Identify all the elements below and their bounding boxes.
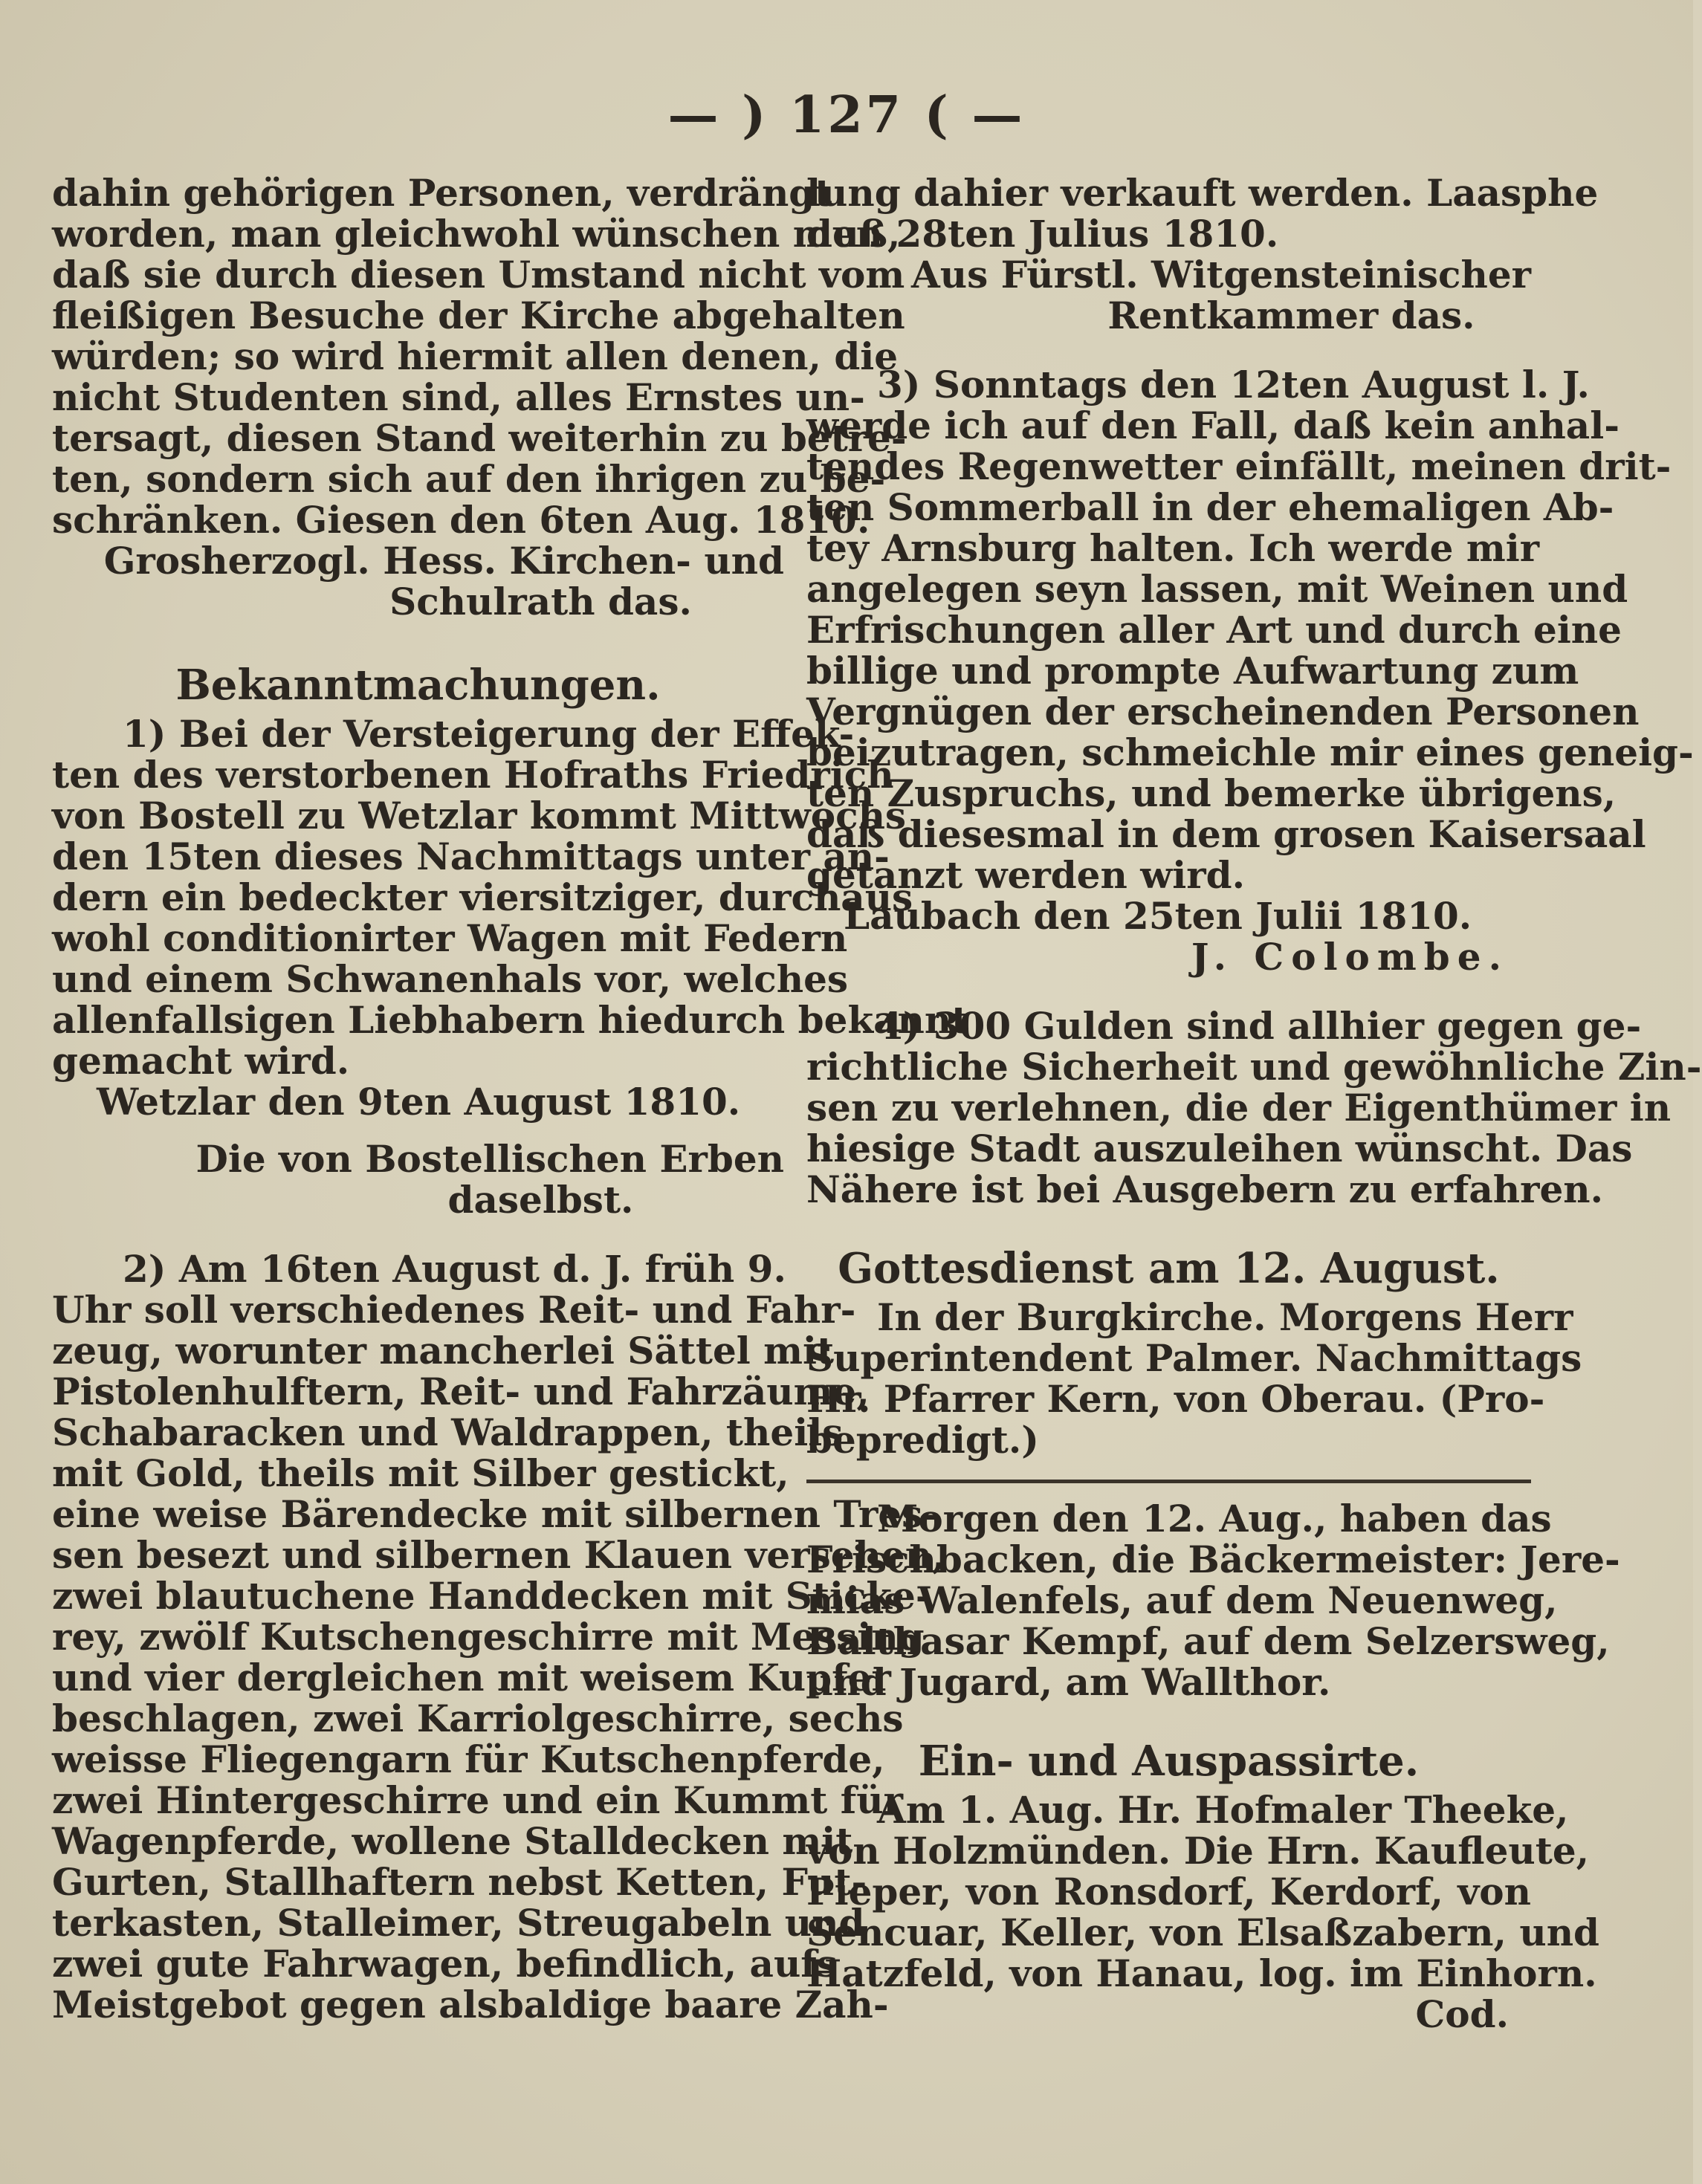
catchword: Cod. [1415, 1992, 1509, 2036]
text-line: Frischbacken, die Bäckermeister: Jere- [806, 1537, 1620, 1581]
paragraph-church-notice [52, 171, 907, 623]
text-line: ten Sommerball in der ehemaligen Ab- [806, 485, 1614, 529]
text-line: werde ich auf den Fall, daß kein anhal- [806, 404, 1620, 447]
signature-line: Die von Bostellischen Erben [195, 1137, 784, 1181]
paragraph-sale-continued [806, 171, 1599, 337]
signature-line: Aus Fürstl. Witgensteinischer [910, 253, 1531, 297]
page-number-header: — ) 127 ( — [667, 85, 1026, 145]
text-line: hiesige Stadt auszuleihen wünscht. Das [806, 1127, 1633, 1170]
signature-line: daselbst. [447, 1178, 634, 1222]
text-line: beizutragen, schmeichle mir eines geneig- [806, 730, 1694, 774]
date-line: Laubach den 25ten Julii 1810. [844, 894, 1472, 938]
text-line: Nähere ist bei Ausgebern zu erfahren. [806, 1167, 1604, 1211]
text-line: Pieper, von Ronsdorf, Kerdorf, von [806, 1870, 1531, 1914]
text-line: bepredigt.) [806, 1418, 1039, 1462]
text-line: zeug, worunter mancherlei Sättel mit [52, 1329, 835, 1373]
text-line: eine weise Bärendecke mit silbernen Tres- [52, 1492, 939, 1536]
text-line: Gurten, Stallhaftern nebst Ketten, Fut- [52, 1860, 867, 1904]
text-line: Wagenpferde, wollene Stalldecken mit [52, 1819, 853, 1863]
text-line: Balthasar Kempf, auf dem Selzersweg, [806, 1619, 1610, 1663]
signature-line: Grosherzogl. Hess. Kirchen- und [103, 539, 784, 583]
text-line: Hatzfeld, von Hanau, log. im Einhorn. [806, 1951, 1597, 1995]
text-line: rey, zwölf Kutschengeschirre mit Messing [52, 1615, 925, 1659]
section-heading-arrivals: Ein- und Auspassirte. [918, 1737, 1420, 1786]
divider-rule [806, 1480, 1531, 1483]
text-line: zwei gute Fahrwagen, befindlich, aufs [52, 1942, 838, 1986]
text-line: Morgen den 12. Aug., haben das [877, 1497, 1552, 1540]
text-line: von Bostell zu Wetzlar kommt Mittwochs [52, 794, 907, 837]
text-line: mias Walenfels, auf dem Neuenweg, [806, 1578, 1558, 1622]
text-line: nicht Studenten sind, alles Ernstes un- [52, 375, 865, 419]
text-line: Pistolenhulftern, Reit- und Fahrzäume, [52, 1370, 870, 1413]
text-line: Superintendent Palmer. Nachmittags [806, 1336, 1582, 1380]
text-line: Uhr soll verschiedenes Reit- und Fahr- [52, 1288, 856, 1332]
text-line: tendes Regenwetter einfällt, meinen drit- [806, 444, 1672, 488]
text-line: angelegen seyn lassen, mit Weinen und [806, 567, 1628, 611]
text-line: Meistgebot gegen alsbaldige baare Zah- [52, 1983, 889, 2026]
text-line: schränken. Giesen den 6ten Aug. 1810. [52, 498, 870, 542]
text-line: 4) 300 Gulden sind allhier gegen ge- [877, 1004, 1642, 1048]
text-line: sen zu verlehnen, die der Eigenthümer in [806, 1086, 1672, 1130]
text-line: den 28ten Julius 1810. [806, 212, 1279, 256]
text-line: daß sie durch diesen Umstand nicht vom [52, 253, 905, 297]
signature-line: Rentkammer das. [1107, 294, 1475, 337]
text-line: Vergnügen der erscheinenden Personen [806, 690, 1640, 733]
text-line: 2) Am 16ten August d. J. früh 9. [123, 1247, 786, 1291]
signature-line: Schulrath das. [389, 580, 692, 623]
text-line: richtliche Sicherheit und gewöhnliche Zin- [806, 1045, 1702, 1089]
paragraph-summer-ball [806, 363, 1694, 979]
paragraph-loan-offer [806, 1004, 1702, 1211]
text-line: fleißigen Besuche der Kirche abgehalten [52, 294, 905, 337]
paragraph-arrivals [806, 1788, 1600, 2036]
text-line: mit Gold, theils mit Silber gestickt, [52, 1451, 789, 1495]
text-line: daß diesesmal in dem grosen Kaisersaal [806, 812, 1646, 856]
text-line: den 15ten dieses Nachmittags unter an- [52, 835, 890, 878]
text-line: tey Arnsburg halten. Ich werde mir [806, 526, 1540, 570]
text-line: lung dahier verkauft werden. Laasphe [806, 171, 1599, 215]
text-line: gemacht wird. [52, 1039, 350, 1083]
text-line: Hr. Pfarrer Kern, von Oberau. (Pro- [806, 1377, 1545, 1421]
paragraph-bakers [806, 1497, 1620, 1704]
text-line: tersagt, diesen Stand weiterhin zu betre- [52, 416, 907, 460]
text-line: und vier dergleichen mit weisem Kupfer [52, 1656, 891, 1699]
date-line: Wetzlar den 9ten August 1810. [97, 1080, 741, 1124]
text-line: Sencuar, Keller, von Elsaßzabern, und [806, 1911, 1600, 1954]
text-line: terkasten, Stalleimer, Streugabeln und [52, 1901, 865, 1945]
text-line: 1) Bei der Versteigerung der Effek- [123, 712, 855, 756]
text-line: allenfallsigen Liebhabern hiedurch bekannt [52, 998, 969, 1042]
text-line: und einem Schwanenhals vor, welches [52, 957, 849, 1001]
text-line: ten des verstorbenen Hofraths Friedrich [52, 753, 894, 797]
text-line: wohl conditionirter Wagen mit Federn [52, 916, 848, 960]
text-line: zwei Hintergeschirre und ein Kummt für [52, 1778, 903, 1822]
signature-line: J. Colombe. [1191, 935, 1509, 979]
text-line: ten, sondern sich auf den ihrigen zu be- [52, 457, 886, 501]
text-line: Erfrischungen aller Art und durch eine [806, 608, 1622, 652]
text-line: billige und prompte Aufwartung zum [806, 649, 1579, 693]
text-line: ten Zuspruchs, und bemerke übrigens, [806, 771, 1617, 815]
text-line: beschlagen, zwei Karriolgeschirre, sechs [52, 1697, 904, 1740]
text-line: zwei blautuchene Handdecken mit Sticke- [52, 1574, 931, 1618]
section-heading-church-service: Gottesdienst am 12. August. [838, 1244, 1500, 1293]
text-line: dern ein bedeckter viersitziger, durchaus [52, 875, 913, 919]
text-line: In der Burgkirche. Morgens Herr [877, 1295, 1573, 1339]
text-line: Schabaracken und Waldrappen, theils [52, 1410, 844, 1454]
text-line: und Jugard, am Wallthor. [806, 1660, 1331, 1704]
section-heading-announcements: Bekanntmachungen. [175, 661, 661, 710]
text-line: getanzt werden wird. [806, 853, 1245, 897]
text-line: Am 1. Aug. Hr. Hofmaler Theeke, [877, 1788, 1569, 1832]
paragraph-church-service [806, 1295, 1582, 1462]
text-line: worden, man gleichwohl wünschen muß, [52, 212, 901, 256]
paragraph-auction-wagon [52, 712, 969, 1222]
text-line: würden; so wird hiermit allen denen, die [52, 334, 899, 378]
text-line: dahin gehörigen Personen, verdrängt [52, 171, 832, 215]
right-column [806, 171, 1702, 2036]
text-line: von Holzmünden. Die Hrn. Kaufleute, [806, 1829, 1590, 1873]
text-line: 3) Sonntags den 12ten August l. J. [877, 363, 1590, 406]
text-line: sen besezt und silbernen Klauen versehen, [52, 1533, 945, 1577]
text-line: weisse Fliegengarn für Kutschenpferde, [52, 1737, 885, 1781]
